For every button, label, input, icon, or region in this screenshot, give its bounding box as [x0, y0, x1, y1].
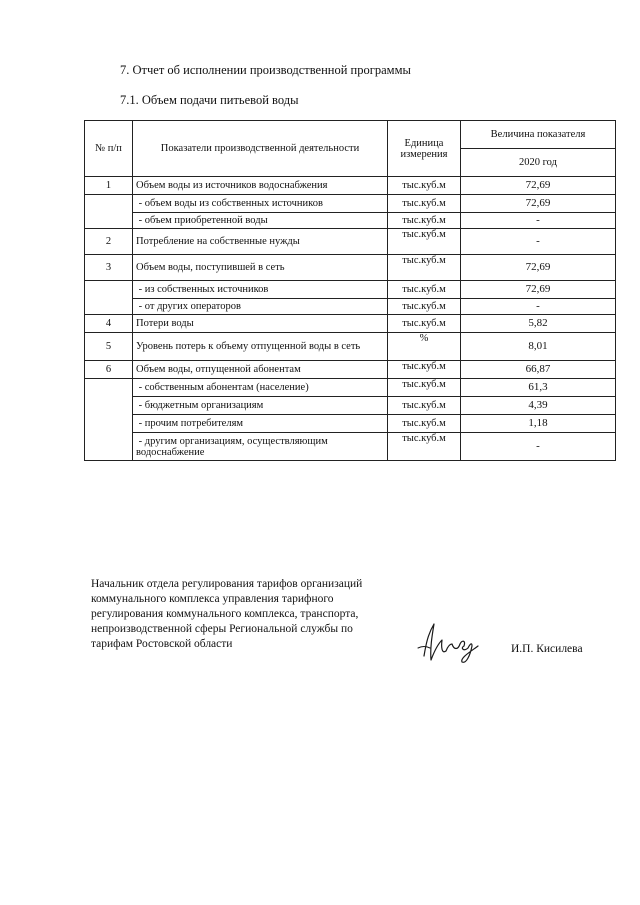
unit-cell: тыс.куб.м [388, 379, 461, 397]
table-row [85, 213, 616, 229]
position-line: коммунального комплекса управления тарифного [91, 593, 334, 605]
value-cell: 72,69 [461, 177, 616, 195]
unit-cell: тыс.куб.м [388, 255, 461, 281]
value-cell: - [461, 433, 616, 461]
indicator-name-cell: Объем воды, поступившей в сеть [133, 255, 388, 281]
row-number-cell [85, 379, 133, 461]
value-cell: - [461, 213, 616, 229]
header-num: № п/п [85, 121, 133, 177]
table-row [85, 433, 616, 461]
section-heading: 7. Отчет об исполнении производственной программы [120, 63, 411, 77]
indicator-name-cell: Объем воды из источников водоснабжения [133, 177, 388, 195]
value-cell: - [461, 229, 616, 255]
indicator-name-cell: - другим организациям, осуществляющим водоснабжение [133, 433, 388, 461]
table-row [85, 315, 616, 333]
row-number-cell: 3 [85, 255, 133, 281]
table-row [85, 177, 616, 195]
unit-cell: тыс.куб.м [388, 177, 461, 195]
table-row [85, 333, 616, 361]
value-cell: - [461, 299, 616, 315]
value-cell: 4,39 [461, 397, 616, 415]
table-row [85, 361, 616, 379]
unit-cell: тыс.куб.м [388, 415, 461, 433]
unit-cell: тыс.куб.м [388, 229, 461, 255]
header-unit: Единица измерения [388, 121, 461, 177]
unit-cell: тыс.куб.м [388, 213, 461, 229]
indicator-name-cell: Уровень потерь к объему отпущенной воды в сеть [133, 333, 388, 361]
table-row [85, 229, 616, 255]
header-year: 2020 год [461, 149, 616, 177]
row-number-cell: 6 [85, 361, 133, 379]
table-row [85, 415, 616, 433]
header-value: Величина показателя [461, 121, 616, 149]
value-cell: 61,3 [461, 379, 616, 397]
unit-cell: тыс.куб.м [388, 299, 461, 315]
indicator-name-cell: Потребление на собственные нужды [133, 229, 388, 255]
signer-position [91, 577, 421, 652]
signer-name: И.П. Кисилева [511, 643, 583, 655]
row-number-cell: 5 [85, 333, 133, 361]
position-line: регулирования коммунального комплекса, транспорта, [91, 608, 359, 620]
indicator-name-cell: - от других операторов [133, 299, 388, 315]
unit-cell: тыс.куб.м [388, 397, 461, 415]
position-line: Начальник отдела регулирования тарифов организаций [91, 578, 363, 590]
value-cell: 72,69 [461, 255, 616, 281]
indicator-name-cell: Объем воды, отпущенной абонентам [133, 361, 388, 379]
unit-cell: тыс.куб.м [388, 361, 461, 379]
position-line: тарифам Ростовской области [91, 638, 233, 650]
indicator-name-cell: - прочим потребителям [133, 415, 388, 433]
unit-cell: тыс.куб.м [388, 281, 461, 299]
subsection-heading: 7.1. Объем подачи питьевой воды [120, 93, 299, 107]
indicator-name-cell: - объем приобретенной воды [133, 213, 388, 229]
header-indicators: Показатели производственной деятельности [133, 121, 388, 177]
water-supply-table [84, 120, 616, 461]
unit-cell: тыс.куб.м [388, 315, 461, 333]
row-number-cell [85, 195, 133, 229]
row-number-cell [85, 281, 133, 315]
row-number-cell: 4 [85, 315, 133, 333]
indicator-name-cell: - объем воды из собственных источников [133, 195, 388, 213]
position-line: непроизводственной сферы Региональной службы по [91, 623, 353, 635]
table-row [85, 195, 616, 213]
indicator-name-cell: Потери воды [133, 315, 388, 333]
row-number-cell: 2 [85, 229, 133, 255]
unit-cell: % [388, 333, 461, 361]
value-cell: 5,82 [461, 315, 616, 333]
unit-cell: тыс.куб.м [388, 195, 461, 213]
handwritten-signature [414, 618, 492, 668]
value-cell: 1,18 [461, 415, 616, 433]
value-cell: 66,87 [461, 361, 616, 379]
table-row [85, 255, 616, 281]
indicator-name-cell: - из собственных источников [133, 281, 388, 299]
table-row [85, 299, 616, 315]
row-number-cell: 1 [85, 177, 133, 195]
indicator-name-cell: - собственным абонентам (население) [133, 379, 388, 397]
indicator-name-cell: - бюджетным организациям [133, 397, 388, 415]
value-cell: 72,69 [461, 281, 616, 299]
unit-cell: тыс.куб.м [388, 433, 461, 461]
table-row [85, 379, 616, 397]
table-row [85, 281, 616, 299]
value-cell: 72,69 [461, 195, 616, 213]
value-cell: 8,01 [461, 333, 616, 361]
table-row [85, 397, 616, 415]
